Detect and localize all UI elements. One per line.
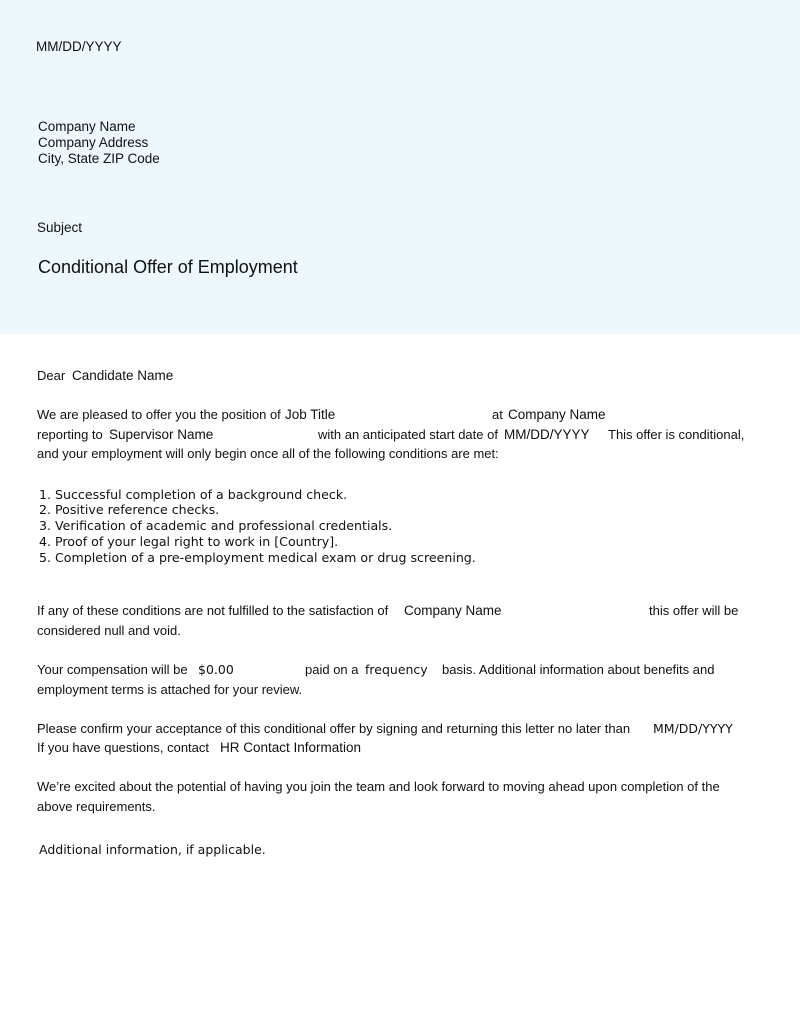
start-date-field[interactable]: MM/DD/YYYY — [504, 427, 590, 442]
hr-contact-field[interactable]: HR Contact Information — [220, 740, 362, 755]
candidate-name-field[interactable]: Candidate Name — [72, 368, 174, 383]
intro-company-name-field[interactable]: Company Name — [508, 407, 606, 422]
compensation-text-3: basis. Additional information about benefits and — [442, 662, 715, 677]
subject-title[interactable]: Conditional Offer of Employment — [38, 257, 298, 277]
frequency-field[interactable]: frequency — [365, 662, 428, 677]
condition-item-5: 5. Completion of a pre-employment medical exam or drug screening. — [39, 550, 476, 565]
city-state-zip-field[interactable]: City, State ZIP Code — [38, 151, 160, 166]
date-field[interactable]: MM/DD/YYYY — [36, 39, 122, 54]
intro-text-4: with an anticipated start date of — [318, 427, 498, 442]
compensation-text-4: employment terms is attached for your review. — [37, 682, 303, 697]
compensation-text-2: paid on a — [305, 662, 359, 677]
additional-info-field[interactable]: Additional information, if applicable. — [39, 842, 266, 857]
conditions-text-3: considered null and void. — [37, 623, 181, 638]
conditions-text-1: If any of these conditions are not fulfilled to the satisfaction of — [37, 603, 389, 618]
condition-item-1: 1. Successful completion of a background check. — [39, 487, 348, 502]
confirmation-text-2: If you have questions, contact — [37, 740, 209, 755]
closing-line-2: above requirements. — [37, 799, 156, 814]
compensation-amount-field[interactable]: $0.00 — [198, 662, 234, 677]
deadline-field[interactable]: MM/DD/YYYY — [653, 721, 733, 736]
intro-text-6: and your employment will only begin once all of the following conditions are met: — [37, 446, 499, 461]
condition-item-3: 3. Verification of academic and professional credentials. — [39, 518, 393, 533]
compensation-text-1: Your compensation will be — [37, 662, 188, 677]
subject-label: Subject — [37, 220, 83, 235]
intro-text-1: We are pleased to offer you the position of — [37, 407, 281, 422]
closing-line-1: We’re excited about the potential of having you join the team and look forward to moving ahead upon completion of the — [37, 779, 720, 794]
job-title-field[interactable]: Job Title — [285, 407, 336, 422]
intro-text-5: This offer is conditional, — [608, 427, 745, 442]
condition-item-4: 4. Proof of your legal right to work in [Country]. — [39, 534, 339, 549]
intro-text-2: at — [492, 407, 503, 422]
company-address-field[interactable]: Company Address — [38, 135, 149, 150]
condition-item-2: 2. Positive reference checks. — [39, 502, 220, 517]
confirmation-text-1: Please confirm your acceptance of this conditional offer by signing and returning this letter no later than — [37, 721, 631, 736]
intro-text-3: reporting to — [37, 427, 103, 442]
conditions-text-2: this offer will be — [649, 603, 739, 618]
supervisor-name-field[interactable]: Supervisor Name — [109, 427, 214, 442]
conditions-company-name-field[interactable]: Company Name — [404, 603, 502, 618]
company-name-field[interactable]: Company Name — [38, 119, 136, 134]
greeting-prefix: Dear — [37, 368, 66, 383]
